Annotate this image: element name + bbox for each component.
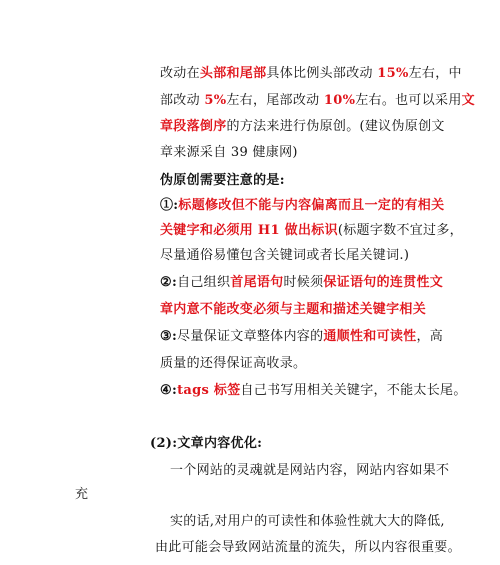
bullet: ③:	[160, 329, 178, 344]
highlight: 文	[461, 93, 475, 108]
text: ，高	[416, 329, 444, 344]
highlight: 章段落倒序	[160, 119, 227, 134]
highlight: 10%	[323, 93, 356, 108]
section2-heading: (2):文章内容优化:	[150, 436, 263, 451]
text: 自己组织	[177, 275, 231, 290]
notes-heading: 伪原创需要注意的是:	[160, 173, 285, 188]
highlight: tags 标签	[177, 383, 241, 398]
text: 改动在	[160, 66, 200, 81]
section2-line-1: 一个网站的灵魂就是网站内容，网站内容如果不	[170, 463, 450, 478]
p1-line-2	[160, 92, 475, 110]
p1-line-3	[160, 118, 445, 136]
section2-line-4: 由此可能会导致网站流量的流失，所以内容很重要。	[155, 540, 461, 555]
note1-line-2	[160, 222, 463, 240]
p1-line-4: 章来源采自 39 健康网)	[160, 145, 298, 160]
note1-line-1	[160, 197, 444, 215]
text: (标题字数不宜过多，	[337, 223, 463, 238]
highlight: 头部和尾部	[199, 66, 267, 81]
text: 左右，中	[408, 66, 462, 81]
text: 左右，尾部改动	[226, 93, 324, 108]
text: 尽量保证文章整体内容的	[177, 329, 324, 344]
section2-line-3: 实的话,对用户的可读性和体验性就大大的降低,	[170, 514, 445, 529]
text: 左右。也可以采用	[355, 93, 462, 108]
note4-line-1	[160, 382, 467, 400]
highlight: 关键字和必须用 H1 做出标识	[160, 223, 338, 238]
highlight: 通顺性和可读性	[323, 329, 417, 344]
bullet: ④:	[160, 383, 178, 398]
highlight: 首尾语句	[230, 275, 284, 290]
text: 时候须	[283, 275, 324, 290]
highlight: 保证语句的连贯性文	[323, 275, 444, 290]
note3-line-1	[160, 328, 443, 346]
highlight: 15%	[377, 66, 409, 81]
p1-line-1	[160, 65, 462, 83]
bullet: ①:	[160, 198, 179, 213]
highlight: 标题修改但不能与内容偏离而且一定的有相关	[178, 198, 445, 213]
text: 具体比例头部改动	[266, 66, 378, 81]
note2-line-1	[160, 274, 443, 292]
note3-line-2: 质量的还得保证高收录。	[160, 356, 307, 371]
note2-line-2: 章内意不能改变必须与主题和描述关键字相关	[160, 302, 427, 317]
text: 自己书写用相关关键字，不能太长尾。	[240, 383, 467, 398]
note1-line-3: 尽量通俗易懂包含关键词或者长尾关键词.)	[160, 248, 410, 263]
text: 的方法来进行伪原创。(建议伪原创文	[226, 119, 445, 134]
text: 部改动	[160, 93, 205, 108]
section2-line-2: 充	[75, 487, 89, 502]
highlight: 5%	[204, 93, 227, 108]
bullet: ②:	[160, 275, 178, 290]
